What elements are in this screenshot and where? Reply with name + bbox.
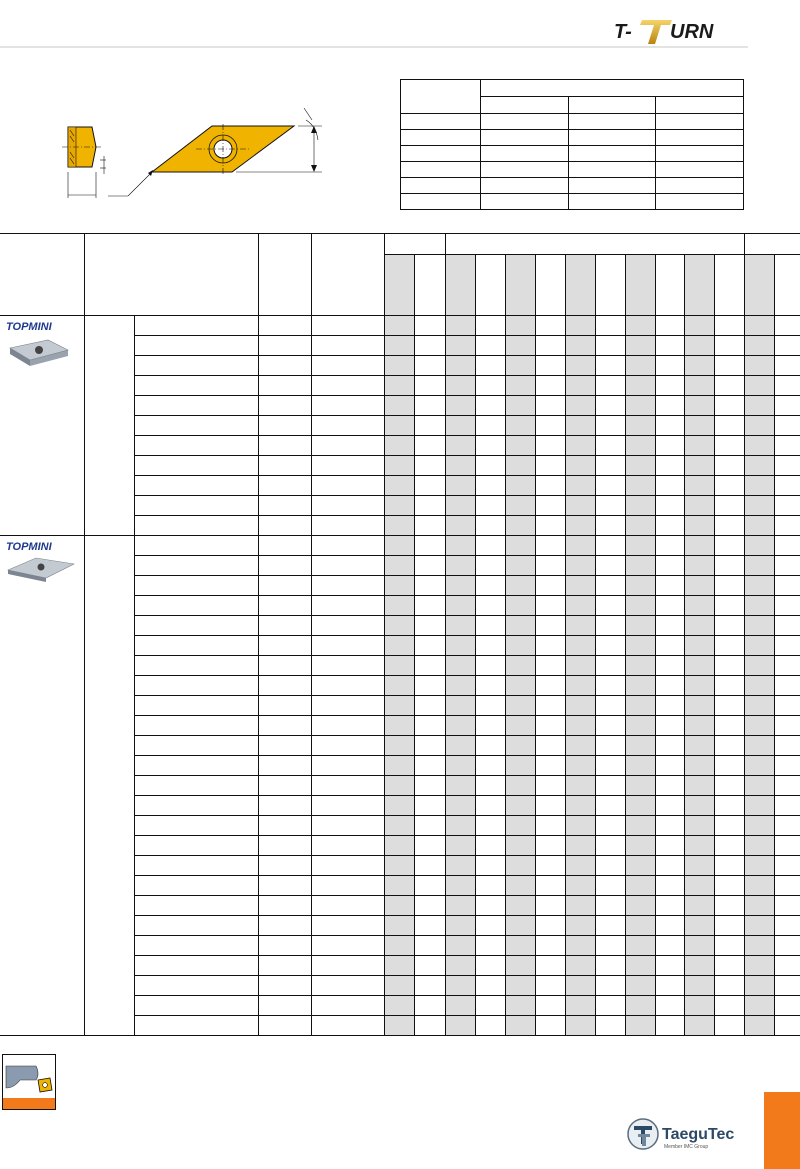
header-group-2 [445,234,744,255]
header-dim-col [311,234,384,316]
dim-table-row [401,130,744,146]
grade-table-row [0,316,800,336]
section-side-tab [764,1092,800,1169]
dim-table-row [401,162,744,178]
dim-table-header-row [401,80,744,97]
grade-table-body [0,316,800,1036]
header-group-1 [384,234,445,255]
dim-table-row [401,146,744,162]
dim-table-row [401,178,744,194]
taegutec-brand-name: TaeguTec [662,1126,735,1143]
topmini-product-badge [4,320,80,370]
insert-drawing [60,100,340,210]
grade-table-header-row [0,234,800,255]
svg-text:T-: T- [614,21,632,43]
taegutec-tagline: Member IMC Group [664,1144,709,1150]
t-turn-logo [612,14,748,46]
dim-table-corner-cell [401,80,481,114]
product-image-cell [0,316,84,536]
insert-side-view [62,127,106,198]
product-image-cell [0,536,84,1036]
finishing-application-icon [2,1054,56,1110]
insert-top-view [108,108,322,196]
topmini-label: TOPMINI [6,541,52,553]
dim-table-subheader-cell [656,97,744,114]
header-group-3 [744,234,800,255]
dimension-table [400,79,744,210]
header-dim-col [258,234,311,316]
dim-table-row [401,194,744,210]
dim-table-group-header [481,80,744,97]
dim-table-subheader-cell [481,97,569,114]
topmini-label: TOPMINI [6,321,52,333]
grade-table-row [0,536,800,556]
svg-text:URN: URN [670,21,714,43]
dim-table-subheader-cell [569,97,656,114]
topmini-product-badge [4,540,80,590]
header-image-col [0,234,84,316]
taegutec-logo [626,1112,750,1156]
header-rule [0,46,748,48]
header-designation-col [84,234,258,316]
grade-table [0,233,800,1036]
dim-table-row [401,114,744,130]
